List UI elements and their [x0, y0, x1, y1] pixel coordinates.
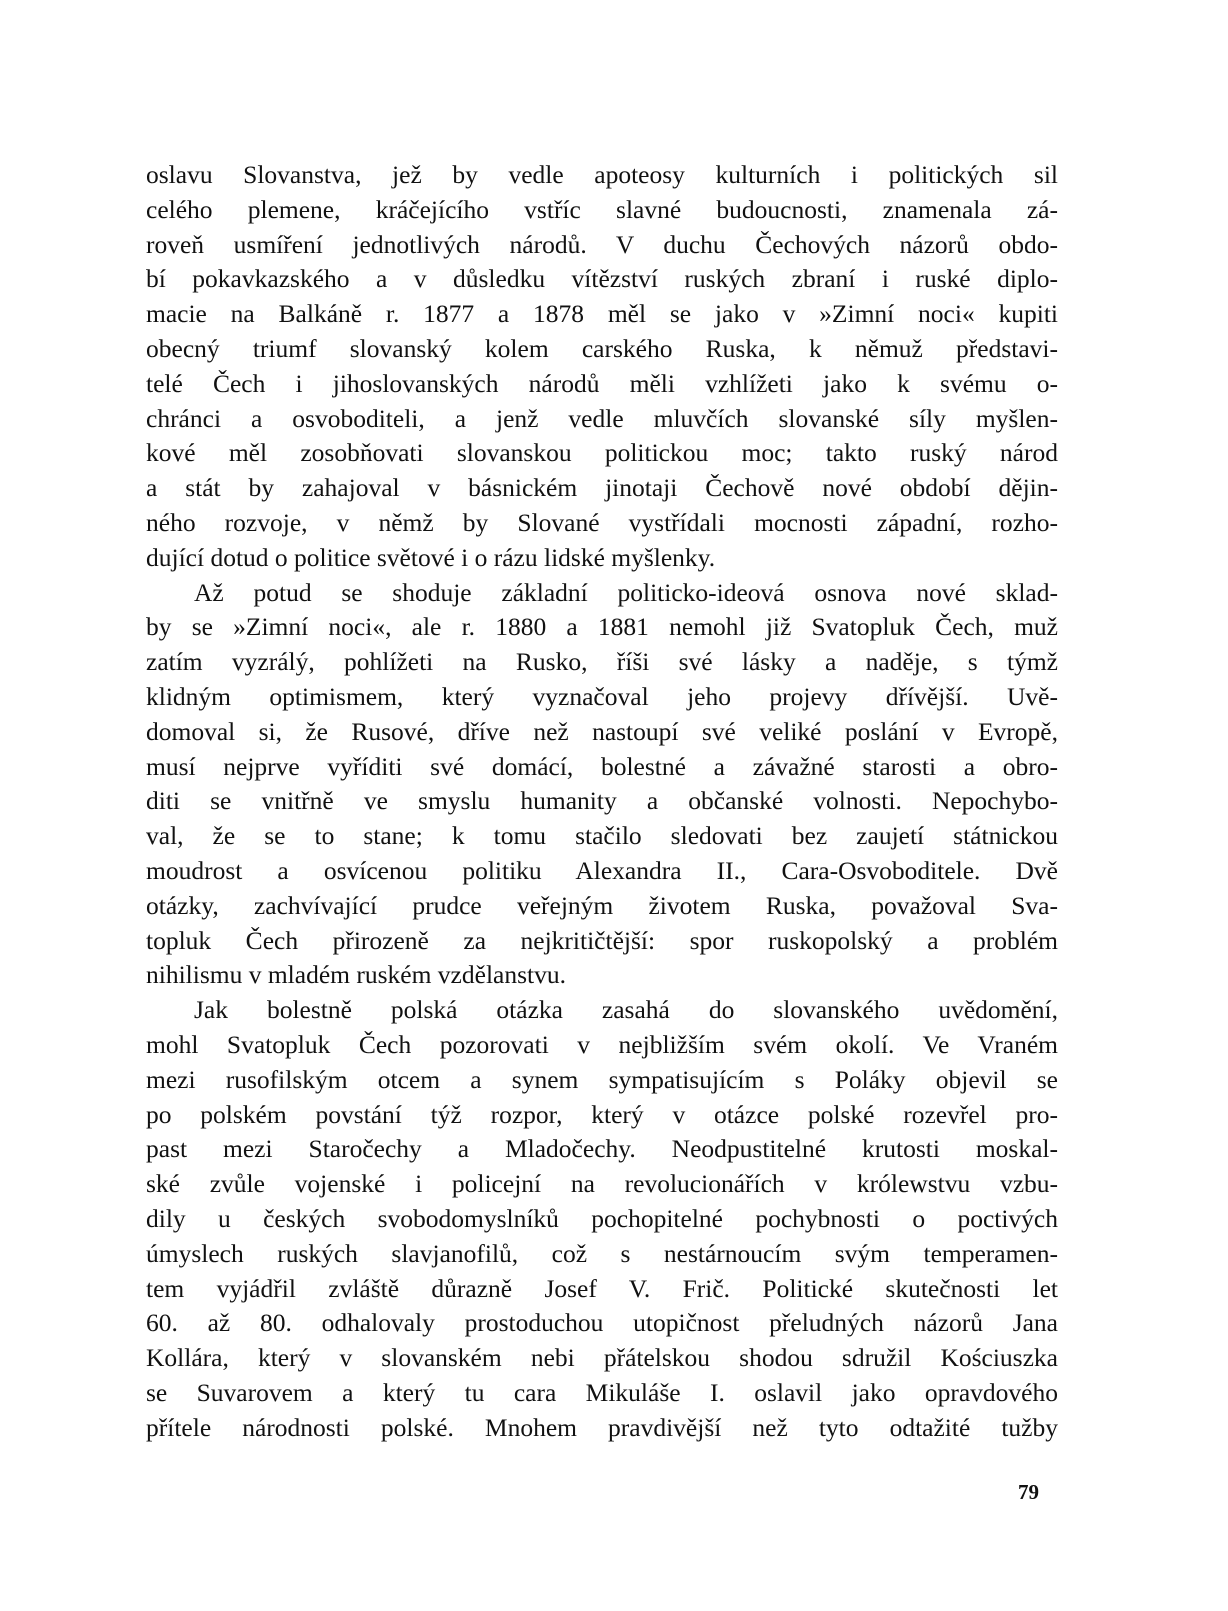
text-line: domoval si, že Rusové, dříve než nastoupí své veliké poslání v Evropě,: [146, 716, 1058, 746]
text-line: mezi rusofilským otcem a synem sympatisujícím s Poláky objevil se: [146, 1064, 1058, 1094]
text-line: by se »Zimní noci«, ale r. 1880 a 1881 nemohl již Svatopluk Čech, muž: [146, 612, 1058, 642]
text-line: dující dotud o politice světové i o rázu lidské myšlenky.: [146, 542, 716, 572]
text-line: oslavu Slovanstva, jež by vedle apoteosy kulturních i politických sil: [146, 160, 1058, 189]
text-line: roveň usmíření jednotlivých národů. V duchu Čechových názorů obdo-: [146, 229, 1058, 259]
text-line: macie na Balkáně r. 1877 a 1878 měl se jako v »Zimní noci« kupiti: [146, 299, 1058, 329]
text-line: ného rozvoje, v němž by Slované vystřídali mocnosti západní, rozho-: [146, 507, 1058, 537]
text-line: past mezi Staročechy a Mladočechy. Neodpustitelné krutosti moskal-: [146, 1134, 1058, 1164]
text-line: celého plemene, kráčejícího vstříc slavné budoucnosti, znamenala zá-: [146, 194, 1058, 224]
body-text: [146, 158, 1058, 1445]
text-line: Až potud se shoduje základní politicko-ideová osnova nové sklad-: [194, 577, 1058, 607]
text-line: dily u českých svobodomyslníků pochopitelné pochybnosti o poctivých: [146, 1203, 1058, 1233]
text-line: přítele národnosti polské. Mnohem pravdivější než tyto odtažité tužby: [146, 1412, 1058, 1442]
text-line: musí nejprve vyříditi své domácí, bolestné a závažné starosti a obro-: [146, 751, 1058, 781]
text-line: Kollára, který v slovanském nebi přátelskou shodou sdružil Kościuszka: [146, 1343, 1058, 1373]
text-line: Jak bolestně polská otázka zasahá do slovanského uvědomění,: [194, 995, 1058, 1025]
text-line: 60. až 80. odhalovaly prostoduchou utopičnost přeludných názorů Jana: [146, 1308, 1058, 1338]
text-line: se Suvarovem a který tu cara Mikuláše I. oslavil jako opravdového: [146, 1377, 1058, 1407]
text-line: tem vyjádřil zvláště důrazně Josef V. Frič. Politické skutečnosti let: [146, 1273, 1058, 1303]
text-line: bí pokavkazského a v důsledku vítězství ruských zbraní i ruské diplo-: [146, 264, 1058, 294]
text-line: zatím vyzrálý, pohlížeti na Rusko, říši své lásky a naděje, s týmž: [146, 647, 1058, 677]
text-line: po polském povstání týž rozpor, který v otázce polské rozevřel pro-: [146, 1099, 1058, 1129]
text-line: obecný triumf slovanský kolem carského Ruska, k němuž představi-: [146, 333, 1058, 363]
text-line: chránci a osvoboditeli, a jenž vedle mluvčích slovanské síly myšlen-: [146, 403, 1058, 433]
text-line: nihilismu v mladém ruském vzdělanstvu.: [146, 960, 566, 990]
page-number: 79: [1018, 1480, 1039, 1504]
text-line: kové měl zosobňovati slovanskou politickou moc; takto ruský národ: [146, 438, 1058, 468]
text-line: mohl Svatopluk Čech pozorovati v nejbližším svém okolí. Ve Vraném: [146, 1029, 1058, 1059]
text-line: úmyslech ruských slavjanofilů, což s nestárnoucím svým temperamen-: [146, 1238, 1058, 1268]
text-line: otázky, zachvívající prudce veřejným životem Ruska, považoval Sva-: [146, 890, 1058, 920]
text-line: moudrost a osvícenou politiku Alexandra II., Cara-Osvoboditele. Dvě: [146, 855, 1058, 885]
text-line: telé Čech i jihoslovanských národů měli vzhlížeti jako k svému o-: [146, 368, 1058, 398]
text-line: topluk Čech přirozeně za nejkritičtější: spor ruskopolský a problém: [146, 925, 1058, 955]
text-line: val, že se to stane; k tomu stačilo sledovati bez zaujetí státnickou: [146, 821, 1058, 851]
text-line: klidným optimismem, který vyznačoval jeho projevy dřívější. Uvě-: [146, 681, 1058, 711]
text-line: diti se vnitřně ve smyslu humanity a občanské volnosti. Nepochybo-: [146, 786, 1058, 816]
text-line: a stát by zahajoval v básnickém jinotaji Čechově nové období dějin-: [146, 473, 1058, 503]
text-line: ské zvůle vojenské i policejní na revolucionářích v królewstvu vzbu-: [146, 1169, 1058, 1199]
